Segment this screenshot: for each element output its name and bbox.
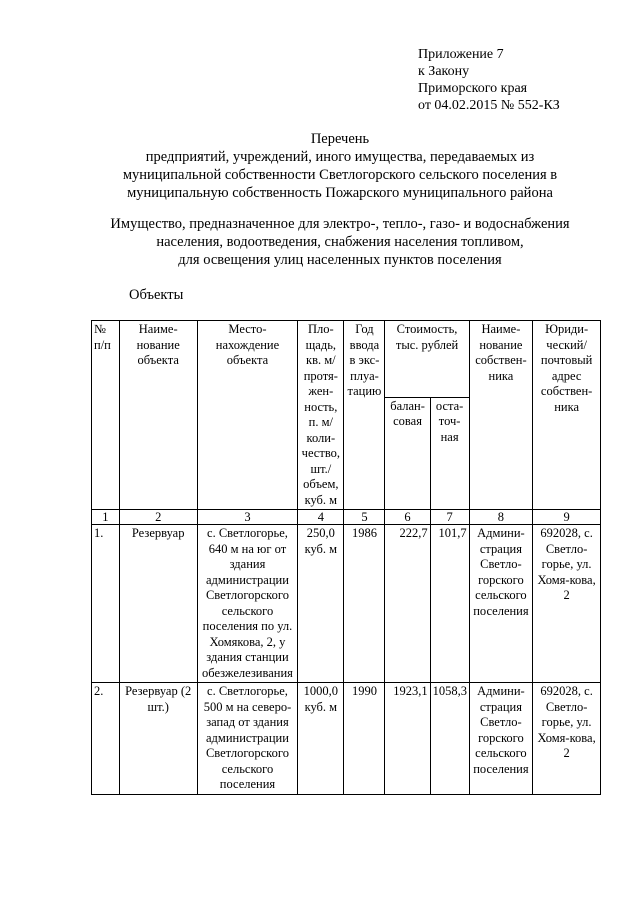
section-label: Объекты: [129, 287, 184, 303]
subtitle-line: населения, водоотведения, снабжения населения топливом,: [156, 234, 524, 250]
header-location: Место-нахождение объекта: [197, 321, 298, 510]
header-row: [92, 321, 601, 398]
index-cell: 4: [298, 510, 344, 525]
header-owner: Наиме-нование собствен-ника: [469, 321, 533, 510]
cell-residual: 101,7: [430, 525, 469, 683]
cell-balance: 222,7: [385, 525, 430, 683]
appendix-line: Приложение 7: [418, 47, 504, 62]
cell-residual: 1058,3: [430, 683, 469, 795]
index-cell: 1: [92, 510, 120, 525]
cell-owner: Админи-страция Светло-горского сельского поселения: [469, 683, 533, 795]
header-year: Год ввода в экс-плуа-тацию: [344, 321, 385, 510]
cell-balance: 1923,1: [385, 683, 430, 795]
objects-table: [91, 320, 601, 795]
cell-name: Резервуар: [119, 525, 197, 683]
cell-num: 1.: [92, 525, 120, 683]
cell-location: с. Светлогорье, 640 м на юг от здания администрации Светлогорского сельского поселения по ул. Хомякова, 2, у здания станции обезжелезивания: [197, 525, 298, 683]
index-cell: 8: [469, 510, 533, 525]
cell-area: 250,0 куб. м: [298, 525, 344, 683]
title-line: муниципальную собственность Пожарского муниципального района: [127, 185, 553, 201]
header-cost: Стоимость, тыс. рублей: [385, 321, 469, 398]
cell-year: 1986: [344, 525, 385, 683]
header-num: № п/п: [92, 321, 120, 510]
index-cell: 3: [197, 510, 298, 525]
header-area: Пло-щадь, кв. м/ протя-жен-ность, п. м/ коли-чество, шт./ объем, куб. м: [298, 321, 344, 510]
appendix-block: [418, 46, 560, 114]
title-line: предприятий, учреждений, иного имущества, передаваемых из: [145, 149, 535, 165]
title-line: муниципальной собственности Светлогорского сельского поселения в: [122, 167, 558, 183]
appendix-line: Приморского края: [418, 81, 528, 96]
subtitle-line: Имущество, предназначенное для электро-, тепло-, газо- и водоснабжения: [110, 216, 570, 232]
cell-owner: Админи-страция Светло-горского сельского поселения: [469, 525, 533, 683]
cell-name: Резервуар (2 шт.): [119, 683, 197, 795]
document-subtitle: [60, 215, 620, 269]
index-cell: 7: [430, 510, 469, 525]
cell-address: 692028, с. Светло-горье, ул. Хомя-кова, 2: [533, 683, 601, 795]
header-cost-residual: оста-точ-ная: [430, 397, 469, 509]
cell-location: с. Светлогорье, 500 м на северо-запад от здания администрации Светлогорского сельского поселения: [197, 683, 298, 795]
cell-address: 692028, с. Светло-горье, ул. Хомя-кова, 2: [533, 525, 601, 683]
document-title: [60, 130, 620, 202]
index-cell: 9: [533, 510, 601, 525]
appendix-line: к Закону: [418, 64, 470, 79]
cell-year: 1990: [344, 683, 385, 795]
index-cell: 5: [344, 510, 385, 525]
header-cost-balance: балан-совая: [385, 397, 430, 509]
title-line: Перечень: [310, 131, 370, 147]
cell-num: 2.: [92, 683, 120, 795]
table-row: [92, 683, 601, 795]
table-row: [92, 525, 601, 683]
appendix-line: от 04.02.2015 № 552-КЗ: [418, 98, 560, 113]
index-cell: 6: [385, 510, 430, 525]
header-address: Юриди-ческий/ почтовый адрес собствен-ника: [533, 321, 601, 510]
index-row: [92, 510, 601, 525]
subtitle-line: для освещения улиц населенных пунктов поселения: [178, 252, 502, 268]
index-cell: 2: [119, 510, 197, 525]
header-name: Наиме-нование объекта: [119, 321, 197, 510]
cell-area: 1000,0 куб. м: [298, 683, 344, 795]
